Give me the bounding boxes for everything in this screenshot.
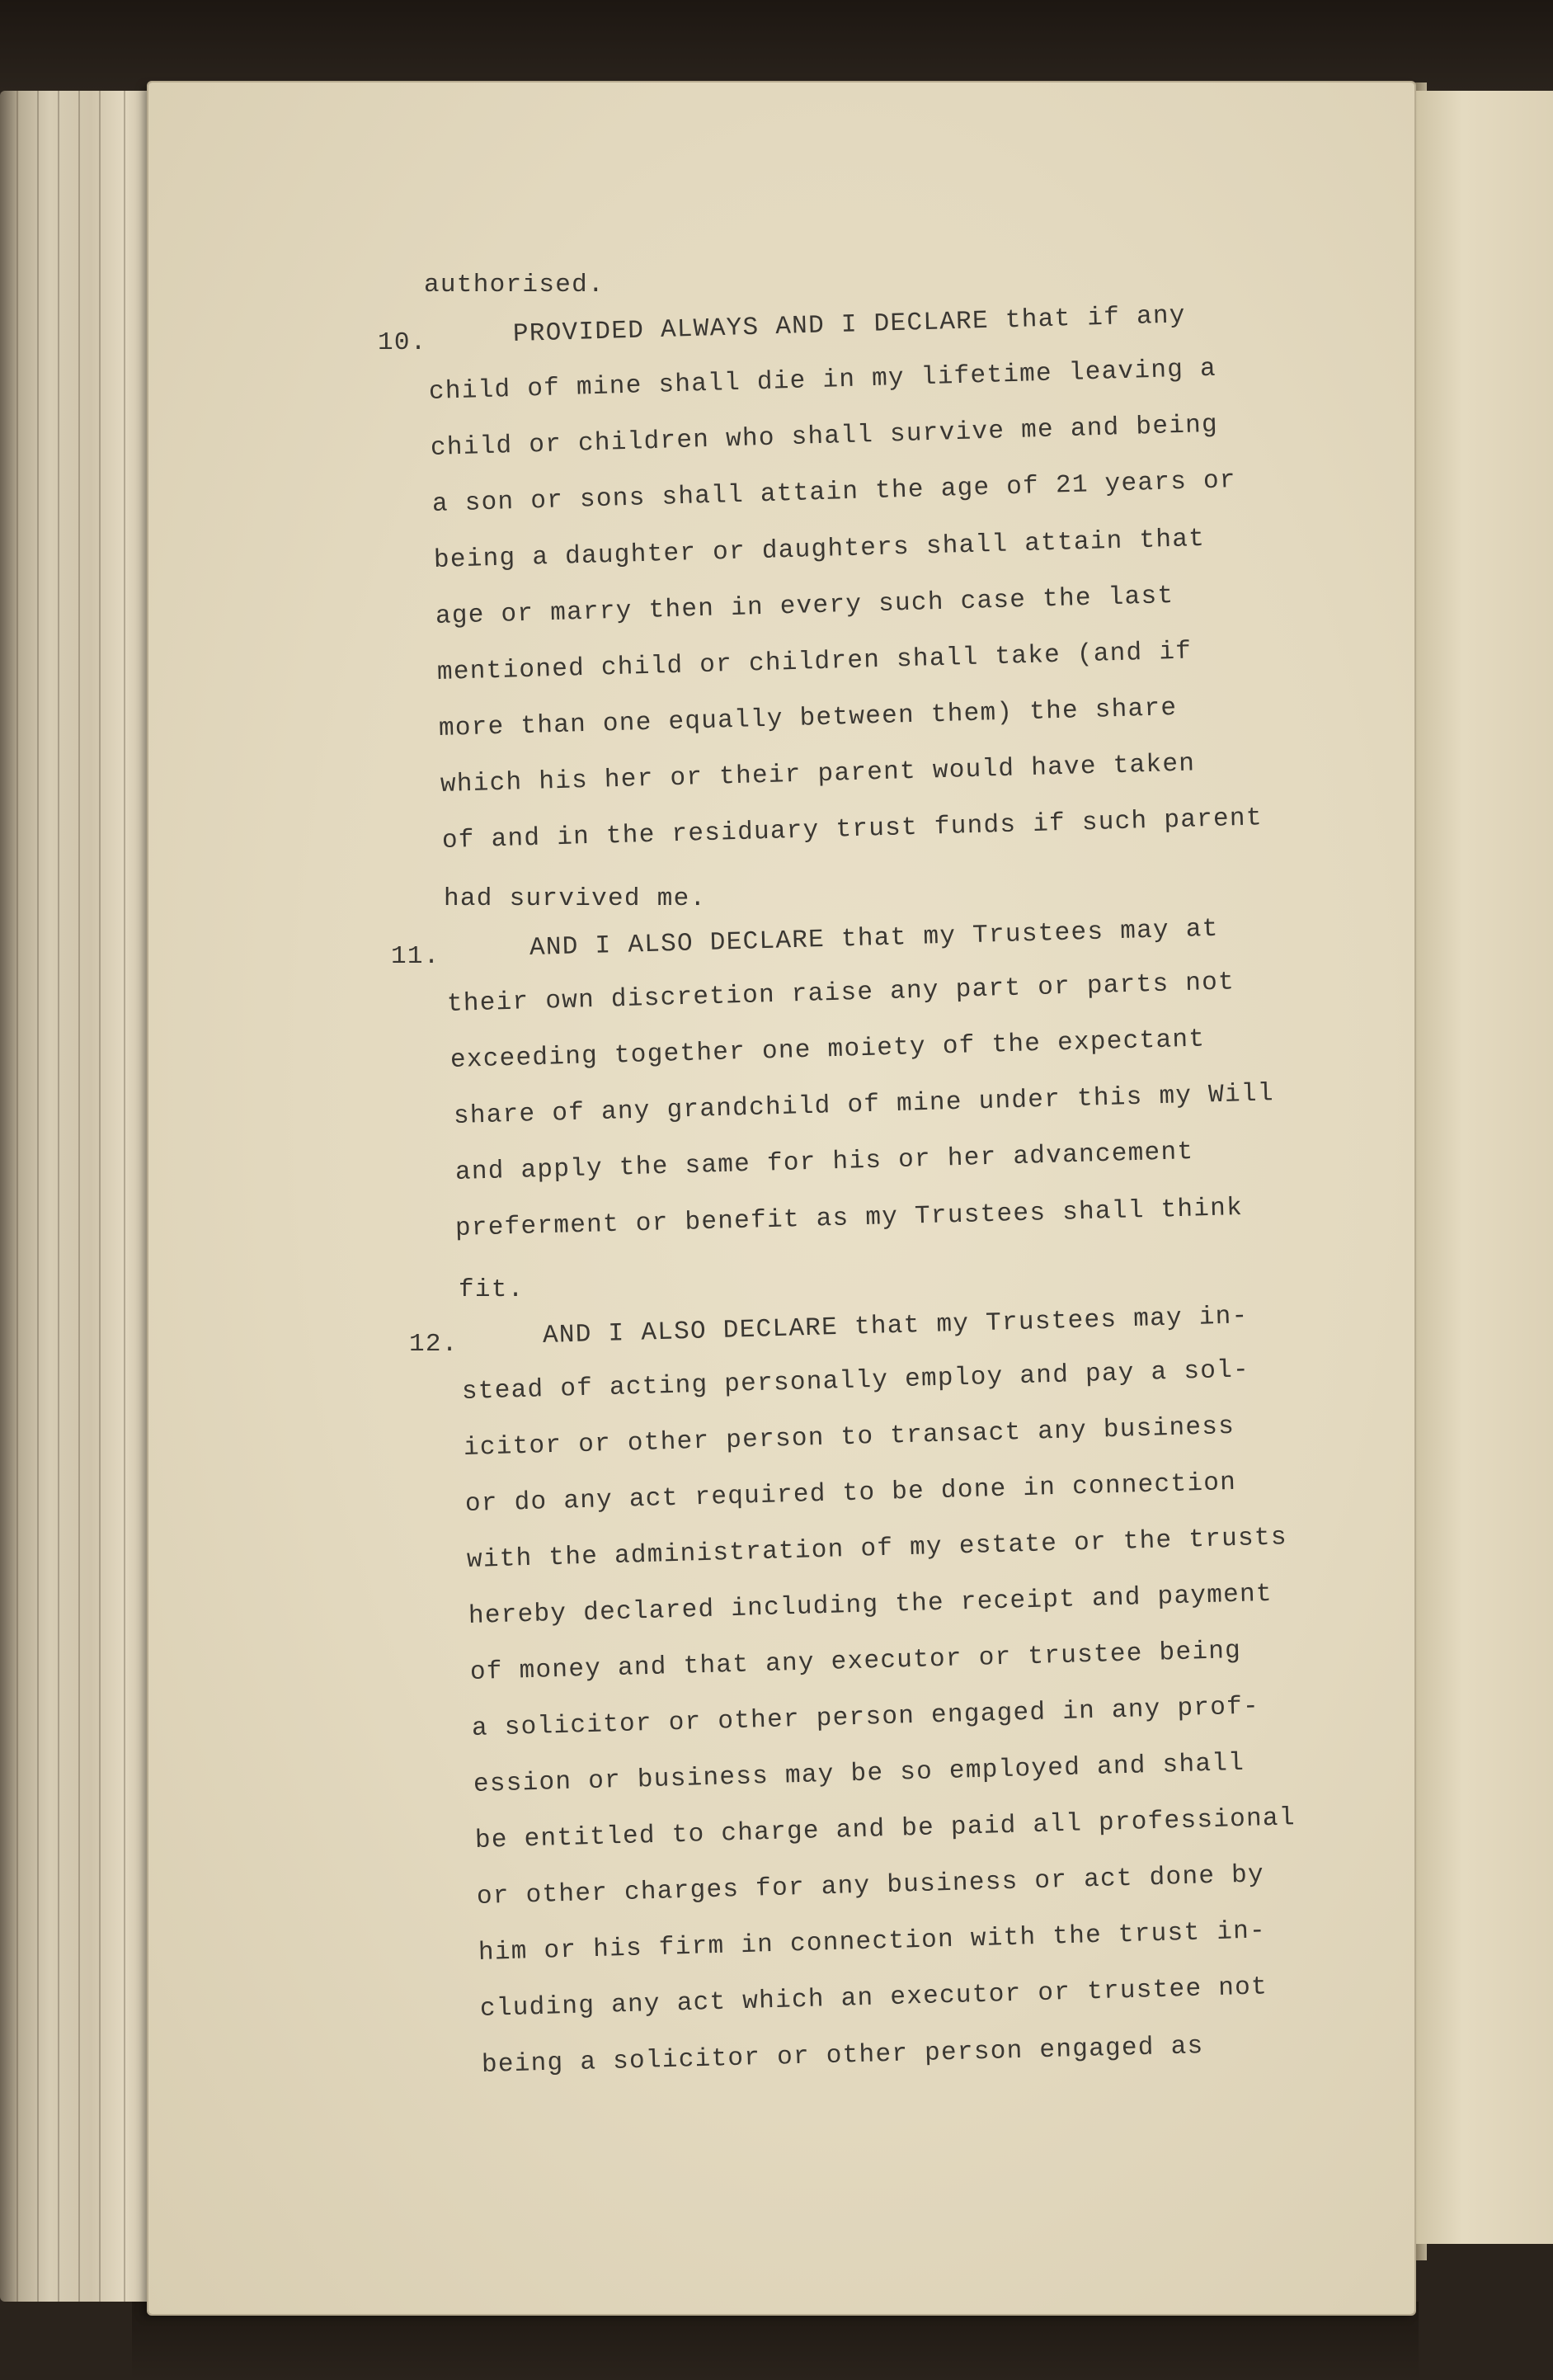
document-line: hereby declared including the receipt and payment — [468, 1579, 1273, 1631]
document-line: child or children who shall survive me and being — [430, 410, 1219, 463]
document-line: icitor or other person to transact any business — [463, 1412, 1235, 1463]
document-line: mentioned child or children shall take (and if — [436, 637, 1193, 687]
document-line: or other charges for any business or act done by — [476, 1860, 1265, 1911]
document-line: being a daughter or daughters shall attain that — [433, 524, 1206, 575]
document-line: cluding any act which an executor or trustee not — [479, 1972, 1268, 2024]
document-line: fit. — [459, 1275, 525, 1304]
document-line: PROVIDED ALWAYS AND I DECLARE that if any — [512, 301, 1187, 349]
document-line: of money and that any executor or trustee being — [469, 1636, 1242, 1687]
document-line: authorised. — [424, 271, 605, 299]
document-line: preferment or benefit as my Trustees shall think — [454, 1193, 1244, 1243]
document-line: stead of acting personally employ and pay a sol- — [461, 1355, 1250, 1407]
document-line: being a solicitor or other person engaged as — [481, 2032, 1204, 2080]
document-line: AND I ALSO DECLARE that my Trustees may at — [529, 914, 1220, 963]
clause-number-10: 10. — [378, 328, 427, 357]
document-line: child of mine shall die in my lifetime leaving a — [428, 354, 1217, 407]
document-line: ession or business may be so employed and shall — [473, 1748, 1245, 1799]
document-line: had survived me. — [444, 884, 707, 913]
document-line: be entitled to charge and be paid all professional — [474, 1803, 1297, 1855]
document-line: or do any act required to be done in connection — [464, 1468, 1237, 1519]
document-line: and apply the same for his or her advancement — [454, 1137, 1194, 1187]
document-line: with the administration of my estate or the trusts — [466, 1523, 1288, 1575]
document-line: a solicitor or other person engaged in any prof- — [471, 1692, 1260, 1743]
clause-number-12: 12. — [409, 1330, 459, 1359]
document-line: a son or sons shall attain the age of 21 years or — [431, 466, 1237, 519]
document-line: age or marry then in every such case the last — [435, 581, 1174, 631]
document-line: more than one equally between them) the share — [438, 693, 1178, 743]
clause-number-11: 11. — [391, 942, 440, 971]
document-line: exceeding together one moiety of the expectant — [449, 1025, 1206, 1075]
document-line: him or his firm in connection with the trust in- — [478, 1916, 1267, 1968]
document-line: which his her or their parent would have taken — [440, 749, 1196, 799]
document-line: of and in the residuary trust funds if such parent — [441, 804, 1264, 855]
document-line: share of any grandchild of mine under this my Will — [453, 1079, 1275, 1131]
document-line: AND I ALSO DECLARE that my Trustees may in- — [542, 1302, 1249, 1350]
document-line: their own discretion raise any part or parts not — [446, 968, 1235, 1019]
